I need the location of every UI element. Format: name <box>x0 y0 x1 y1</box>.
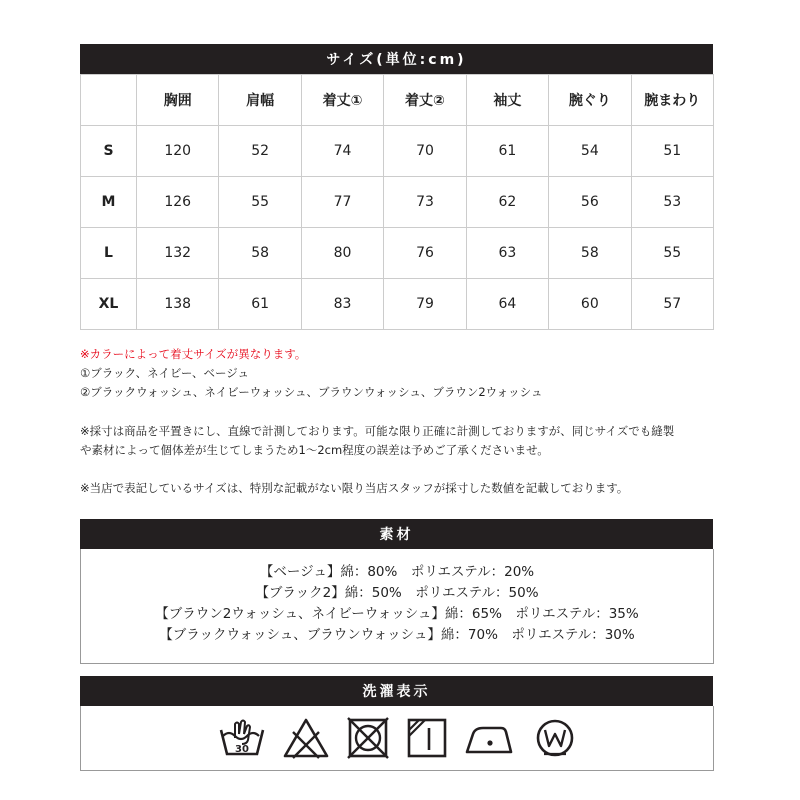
material-box <box>80 549 714 664</box>
table-cell: 52 <box>219 126 301 177</box>
table-cell: 126 <box>137 177 219 228</box>
table-row <box>81 177 714 228</box>
table-cell: 60 <box>549 279 631 330</box>
table-cell: 73 <box>384 177 466 228</box>
table-cell: 58 <box>549 228 631 279</box>
size-table-header-row <box>81 75 714 126</box>
measurement-note-line1: ※採寸は商品を平置きにし、直線で計測しております。可能な限り正確に計測しておりますが、同じサイズでも縫製 <box>80 424 675 438</box>
hand-wash-icon <box>217 716 267 760</box>
table-cell: 76 <box>384 228 466 279</box>
table-cell: 55 <box>219 177 301 228</box>
table-cell: 80 <box>301 228 383 279</box>
table-cell: 63 <box>466 228 548 279</box>
material-line: 【ブラックウォッシュ、ブラウンウォッシュ】綿：70% ポリエステル：30% <box>159 627 635 643</box>
table-cell: 56 <box>549 177 631 228</box>
table-cell: 53 <box>631 177 713 228</box>
no-tumble-dry-icon <box>345 716 391 760</box>
table-cell: 57 <box>631 279 713 330</box>
material-line: 【ブラック2】綿：50% ポリエステル：50% <box>255 585 539 601</box>
care-title: 洗濯表示 <box>80 676 713 706</box>
table-cell: 61 <box>219 279 301 330</box>
col-header-shoulder: 肩幅 <box>219 75 301 126</box>
table-cell: 64 <box>466 279 548 330</box>
table-cell: 77 <box>301 177 383 228</box>
color-length-note: ※カラーによって着丈サイズが異なります。 <box>80 347 307 361</box>
table-row <box>81 228 714 279</box>
size-label: S <box>81 126 137 177</box>
table-cell: 132 <box>137 228 219 279</box>
size-label: M <box>81 177 137 228</box>
table-row <box>81 279 714 330</box>
col-header-sleeve: 袖丈 <box>466 75 548 126</box>
store-note: ※当店で表記しているサイズは、特別な記載がない限り当店スタッフが採寸した数値を記載しております。 <box>80 481 629 495</box>
no-bleach-icon <box>281 716 331 760</box>
col-header-arm-circ: 腕まわり <box>631 75 713 126</box>
table-cell: 74 <box>301 126 383 177</box>
size-table-title: サイズ(単位:cm) <box>80 44 713 74</box>
table-cell: 70 <box>384 126 466 177</box>
wet-clean-icon <box>533 716 577 760</box>
color-group-2: ②ブラックウォッシュ、ネイビーウォッシュ、ブラウンウォッシュ、ブラウン2ウォッシュ <box>80 385 543 399</box>
table-cell: 51 <box>631 126 713 177</box>
table-cell: 58 <box>219 228 301 279</box>
size-table <box>80 74 714 330</box>
color-group-1: ①ブラック、ネイビー、ベージュ <box>80 366 250 380</box>
table-cell: 55 <box>631 228 713 279</box>
col-header-chest: 胸囲 <box>137 75 219 126</box>
table-cell: 138 <box>137 279 219 330</box>
size-label: XL <box>81 279 137 330</box>
size-label: L <box>81 228 137 279</box>
low-iron-icon <box>463 716 519 760</box>
col-header-length1: 着丈① <box>301 75 383 126</box>
wash-temp-label: 30 <box>235 744 249 755</box>
care-box <box>80 706 714 771</box>
table-cell: 120 <box>137 126 219 177</box>
table-cell: 62 <box>466 177 548 228</box>
table-cell: 61 <box>466 126 548 177</box>
table-cell: 83 <box>301 279 383 330</box>
material-line: 【ベージュ】綿：80% ポリエステル：20% <box>259 564 535 580</box>
table-row <box>81 126 714 177</box>
col-header-armhole: 腕ぐり <box>549 75 631 126</box>
color-notes <box>80 345 720 402</box>
material-line: 【ブラウン2ウォッシュ、ネイビーウォッシュ】綿：65% ポリエステル：35% <box>155 606 639 622</box>
measurement-note <box>80 422 720 460</box>
measurement-note-line2: や素材によって個体差が生じてしまうため1〜2cm程度の誤差は予めご了承くださいませ。 <box>80 443 549 457</box>
col-header-length2: 着丈② <box>384 75 466 126</box>
line-dry-shade-icon <box>405 716 449 760</box>
material-title: 素材 <box>80 519 713 549</box>
table-cell: 54 <box>549 126 631 177</box>
table-cell: 79 <box>384 279 466 330</box>
corner-cell <box>81 75 137 126</box>
